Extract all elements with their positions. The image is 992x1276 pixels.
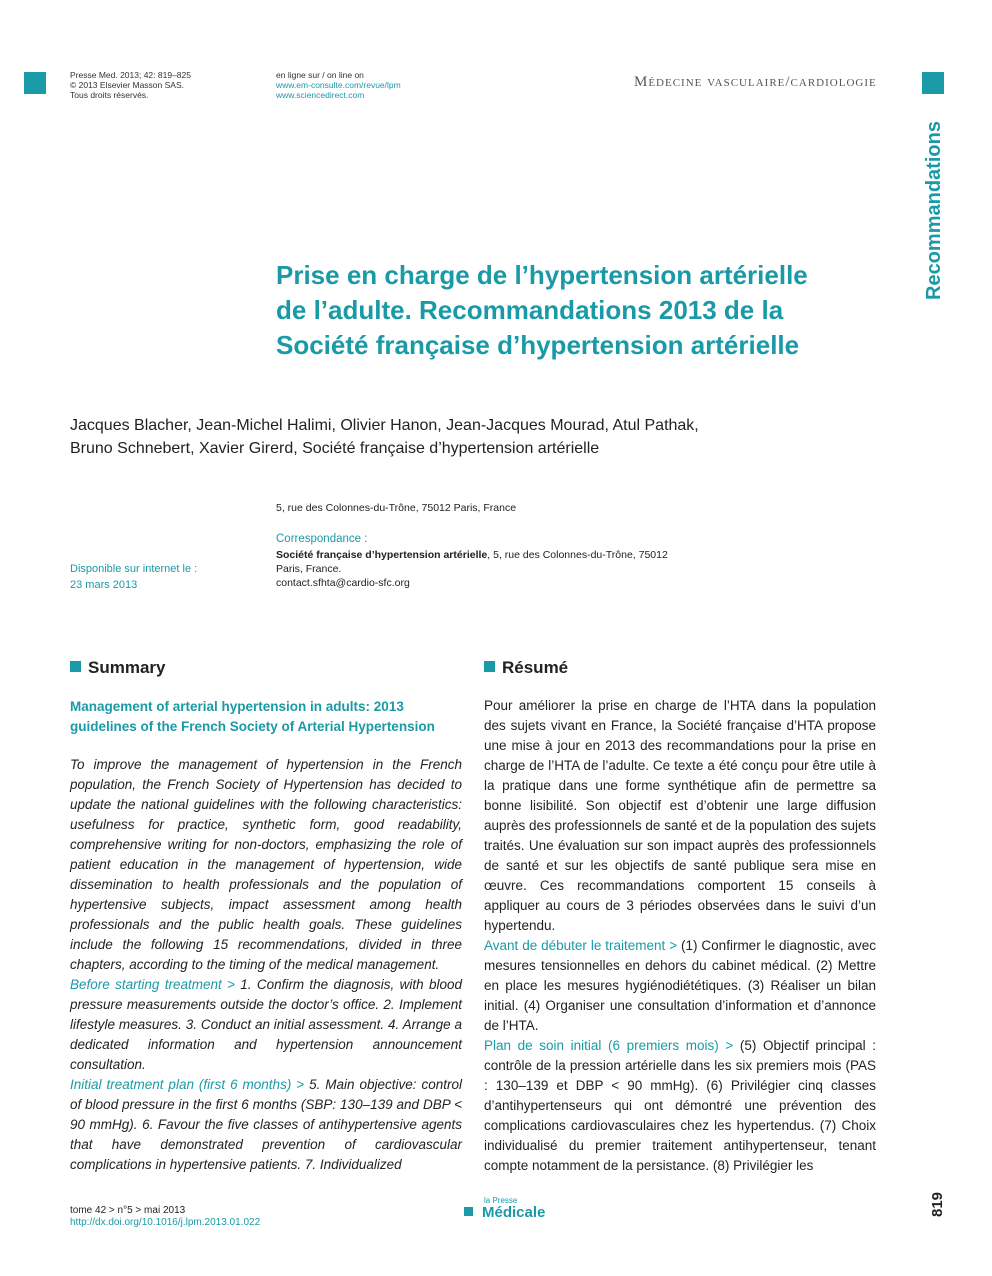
correspondence-text	[276, 548, 696, 590]
resume-intro: Pour améliorer la prise en charge de l’HTA dans la population des sujets vivant en France, la Société française d’HTA propose une mise à jour en 2013 des recommandations pour la prise en charge de l’HTA de l’adulte. Ce texte a été conçu pour être utile à la pratique dans une forme synthétique afin de permettre sa bonne lisibilité. Son objectif est d’obtenir une large diffusion auprès des professionnels de santé et de la population des sujets traités. Une évaluation sur son impact auprès des professionnels de santé et sur les objectifs de santé publique sera mise en œuvre. Ces recommandations comportent 15 conseils à appliquer au cours de 3 périodes observées dans le suivi d’un hypertendu.	[484, 698, 876, 933]
resume-subheading: Avant de débuter le traitement >	[484, 938, 678, 953]
article-title	[276, 258, 876, 363]
correspondence-city: Paris, France.	[276, 563, 342, 575]
resume-heading	[484, 658, 568, 678]
resume-subheading: Plan de soin initial (6 premiers mois) >	[484, 1038, 734, 1053]
square-bullet-icon	[70, 661, 81, 672]
sciencedirect-link[interactable]: www.sciencedirect.com	[276, 90, 365, 100]
summary-title: Management of arterial hypertension in adults: 2013 guidelines of the French Society of Arterial Hypertension	[70, 699, 435, 734]
summary-heading	[70, 658, 165, 678]
summary-paragraph	[70, 975, 462, 1075]
resume-text: (5) Objectif principal : contrôle de la pression artérielle dans les six premiers mois (PAS : 130–139 et DBP < 90 mmHg). (6) Privilégier cinq classes d’antihypertenseurs qui ont démontré une prévention des complications cardiovasculaires chez les hypertendus. (7) Choix individualisé du premier traitement antihypertenseur, tenant compte notamment de la persistance. (8) Privilégier les	[484, 1038, 877, 1173]
em-consulte-link[interactable]: www.em-consulte.com/revue/lpm	[276, 80, 401, 90]
authors-line: Jacques Blacher, Jean-Michel Halimi, Olivier Hanon, Jean-Jacques Mourad, Atul Pathak,	[70, 417, 699, 434]
availability-date: 23 mars 2013	[70, 579, 138, 591]
footer-citation	[70, 1205, 260, 1229]
summary-text: 5. Main objective: control of blood pressure in the first 6 months (SBP: 130–139 and DBP < 90 mmHg). 6. Favour the five classes of antihypertensive agents that have demonstrated prevention of cardiovascular complications in hypertensive patients. 7. Individualized	[70, 1077, 462, 1172]
title-line: de l’adulte. Recommandations 2013 de la	[276, 295, 784, 325]
citation-line: Tous droits réservés.	[70, 90, 149, 100]
corner-square-left	[24, 72, 46, 94]
journal-logo	[464, 1196, 545, 1221]
page-number	[918, 1186, 958, 1222]
title-line: Prise en charge de l’hypertension artérielle	[276, 260, 808, 290]
resume-heading-text: Résumé	[502, 658, 569, 677]
resume-paragraph	[484, 936, 876, 1036]
online-block	[276, 70, 401, 100]
summary-text: 1. Confirm the diagnosis, with blood pressure measurements outside the doctor’s office. 2. Implement lifestyle measures. 3. Conduct an initial assessment. 4. Arrange a dedicated information and hypertension announcement consultation.	[70, 977, 462, 1072]
summary-intro: To improve the management of hypertension in the French population, the French Society of Hypertension has decided to update the national guidelines with the following characteristics: usefulness for practice, synthetic form, good readability, comprehensive writing for non-doctors, emphasizing the role of patient education in the management of hypertension, wide dissemination to health professionals and the population of hypertensive subjects, impact assessment among health professionals and the public health goals. These guidelines include the following 15 recommendations, divided in three chapters, according to the timing of the medical management.	[70, 757, 462, 972]
summary-paragraph	[70, 1075, 462, 1175]
availability-label: Disponible sur internet le :	[70, 563, 198, 575]
authors-line: Bruno Schnebert, Xavier Girerd, Société française d’hypertension artérielle	[70, 440, 600, 457]
correspondence-label: Correspondance :	[276, 533, 368, 545]
resume-body	[484, 696, 876, 1176]
section-heading: Médecine vasculaire/cardiologie	[634, 74, 877, 90]
correspondence-email[interactable]: contact.sfhta@cardio-sfc.org	[276, 577, 410, 589]
summary-subheading: Initial treatment plan (first 6 months) >	[70, 1077, 305, 1092]
logo-square-icon	[464, 1207, 473, 1216]
resume-paragraph	[484, 1036, 876, 1176]
issue-info: tome 42 > n°5 > mai 2013	[70, 1205, 186, 1216]
title-line: Société française d’hypertension artérielle	[276, 330, 800, 360]
citation-line: Presse Med. 2013; 42: 819–825	[70, 70, 191, 80]
citation-block	[70, 70, 191, 100]
side-label	[896, 120, 972, 300]
summary-heading-text: Summary	[88, 658, 166, 677]
logo-big-text: Médicale	[482, 1204, 546, 1221]
logo-small-text: la Presse	[484, 1196, 518, 1205]
affiliation-address: 5, rue des Colonnes-du-Trône, 75012 Paris, France	[276, 502, 517, 514]
summary-subheading: Before starting treatment >	[70, 977, 235, 992]
authors	[70, 414, 770, 460]
doi-link[interactable]: http://dx.doi.org/10.1016/j.lpm.2013.01.022	[70, 1217, 261, 1228]
citation-line: © 2013 Elsevier Masson SAS.	[70, 80, 184, 90]
resume-text: (1) Confirmer le diagnostic, avec mesures tensionnelles en dehors du cabinet médical. (2) Mettre en place les mesures hygiénodiététiques. (3) Réaliser un bilan initial. (4) Organiser une consultation d’information et d’annonce de l’HTA.	[484, 938, 877, 1033]
correspondence-address: , 5, rue des Colonnes-du-Trône, 75012	[487, 549, 668, 561]
side-label-text: Recommandations	[922, 120, 945, 300]
corner-square-right	[922, 72, 944, 94]
online-label: en ligne sur / on line on	[276, 70, 364, 80]
square-bullet-icon	[484, 661, 495, 672]
availability	[70, 561, 250, 593]
correspondence-org: Société française d’hypertension artérielle	[276, 549, 488, 561]
page-number-text: 819	[929, 1191, 947, 1217]
summary-body	[70, 755, 462, 1175]
